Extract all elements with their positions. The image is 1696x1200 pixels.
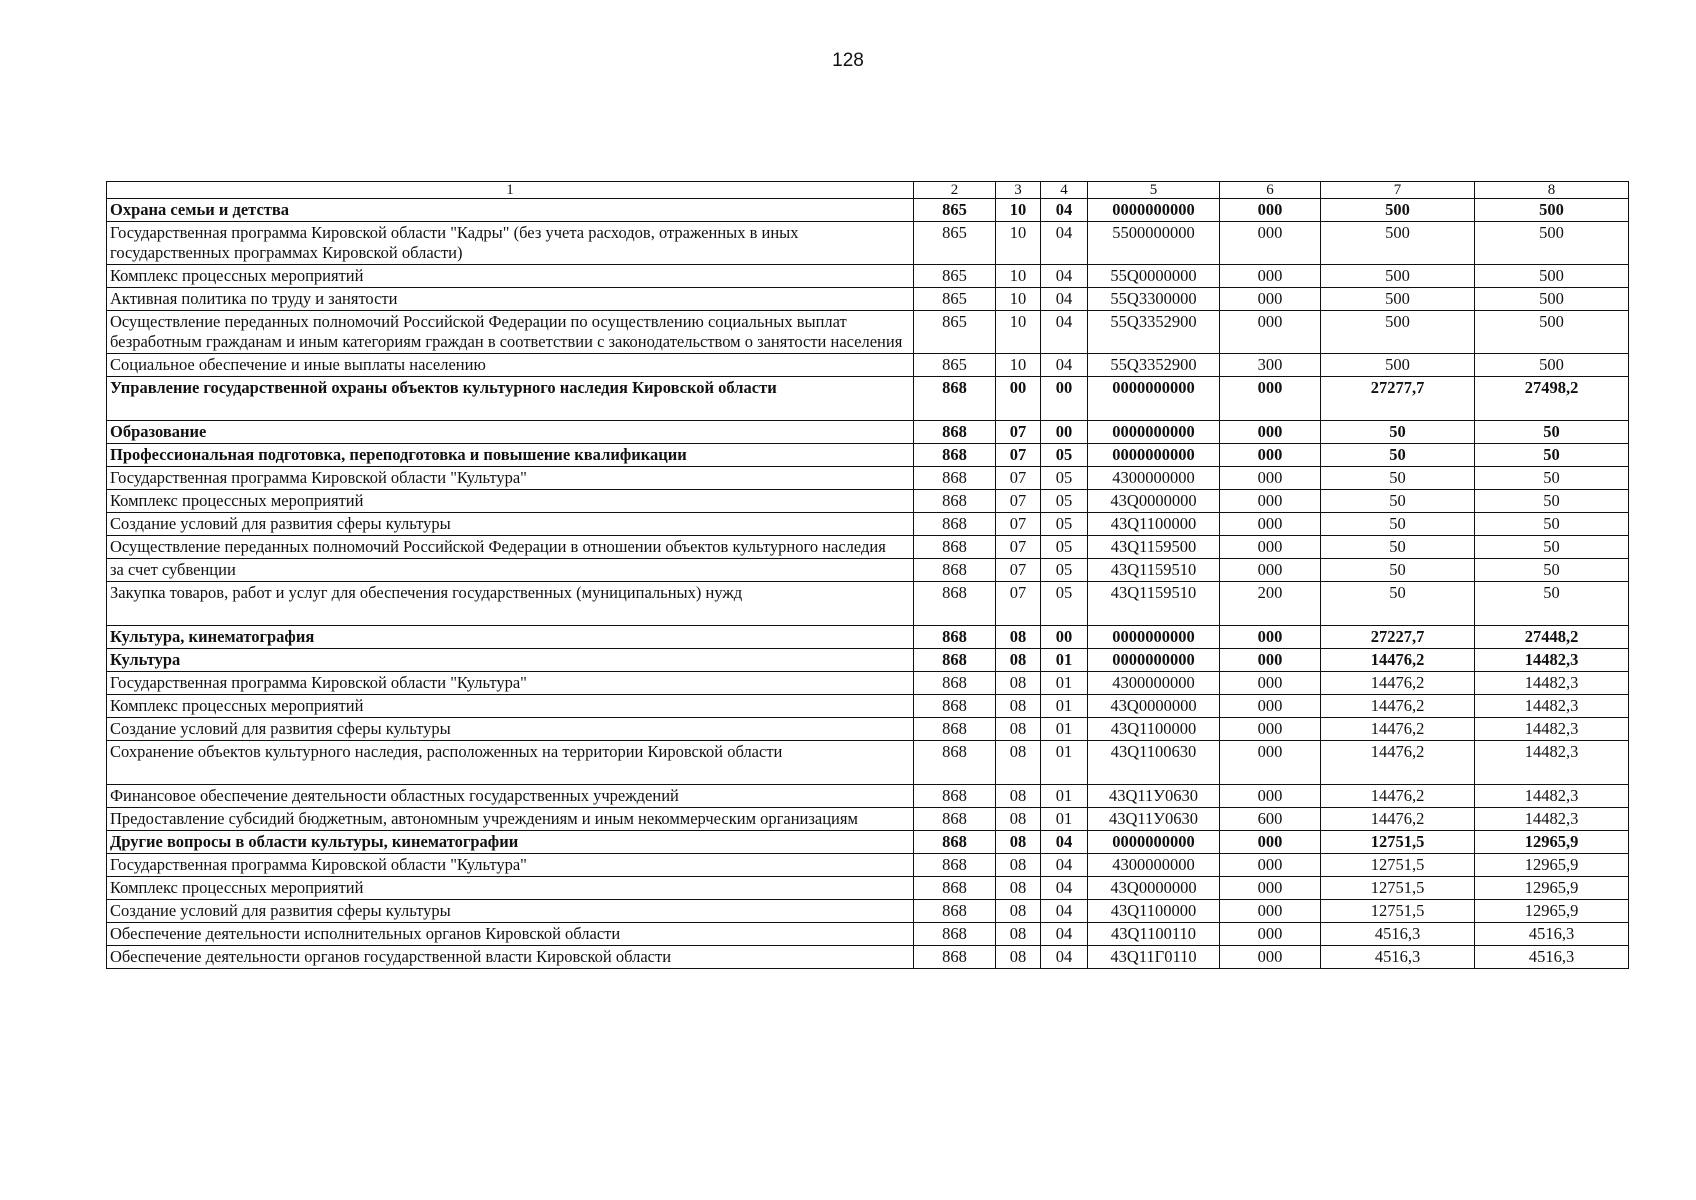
admin-code-cell: 865 xyxy=(914,288,996,311)
amount-year2-cell: 500 xyxy=(1475,265,1629,288)
section-cell: 08 xyxy=(996,718,1041,741)
expense-type-cell: 000 xyxy=(1220,222,1321,265)
subsection-cell: 01 xyxy=(1041,808,1088,831)
column-header: 7 xyxy=(1321,182,1475,199)
admin-code-cell: 865 xyxy=(914,199,996,222)
subsection-cell: 05 xyxy=(1041,467,1088,490)
subsection-cell: 01 xyxy=(1041,741,1088,785)
subsection-cell: 00 xyxy=(1041,421,1088,444)
target-item-cell: 43Q11У0630 xyxy=(1088,808,1220,831)
amount-year1-cell: 14476,2 xyxy=(1321,695,1475,718)
section-cell: 08 xyxy=(996,695,1041,718)
row-name-cell: Активная политика по труду и занятости xyxy=(107,288,914,311)
table-row xyxy=(107,559,1629,582)
section-cell: 10 xyxy=(996,354,1041,377)
subsection-cell: 05 xyxy=(1041,536,1088,559)
admin-code-cell: 868 xyxy=(914,808,996,831)
subsection-cell: 05 xyxy=(1041,444,1088,467)
budget-table xyxy=(106,181,1629,969)
amount-year1-cell: 500 xyxy=(1321,222,1475,265)
table-row xyxy=(107,288,1629,311)
table-row xyxy=(107,649,1629,672)
amount-year2-cell: 4516,3 xyxy=(1475,923,1629,946)
amount-year1-cell: 500 xyxy=(1321,199,1475,222)
section-cell: 07 xyxy=(996,490,1041,513)
target-item-cell: 4300000000 xyxy=(1088,467,1220,490)
table-row xyxy=(107,513,1629,536)
subsection-cell: 00 xyxy=(1041,377,1088,421)
amount-year2-cell: 27448,2 xyxy=(1475,626,1629,649)
amount-year2-cell: 500 xyxy=(1475,199,1629,222)
row-name-cell: Сохранение объектов культурного наследия, расположенных на территории Кировской области xyxy=(107,741,914,785)
table-row xyxy=(107,718,1629,741)
row-name-cell: Комплекс процессных мероприятий xyxy=(107,877,914,900)
expense-type-cell: 000 xyxy=(1220,741,1321,785)
amount-year1-cell: 14476,2 xyxy=(1321,741,1475,785)
subsection-cell: 05 xyxy=(1041,490,1088,513)
amount-year1-cell: 50 xyxy=(1321,444,1475,467)
subsection-cell: 01 xyxy=(1041,718,1088,741)
expense-type-cell: 000 xyxy=(1220,900,1321,923)
target-item-cell: 0000000000 xyxy=(1088,199,1220,222)
target-item-cell: 0000000000 xyxy=(1088,649,1220,672)
table-row xyxy=(107,785,1629,808)
table-row xyxy=(107,854,1629,877)
row-name-cell: Охрана семьи и детства xyxy=(107,199,914,222)
row-name-cell: Государственная программа Кировской области "Культура" xyxy=(107,467,914,490)
expense-type-cell: 000 xyxy=(1220,785,1321,808)
amount-year2-cell: 12965,9 xyxy=(1475,831,1629,854)
section-cell: 08 xyxy=(996,854,1041,877)
row-name-cell: Осуществление переданных полномочий Российской Федерации в отношении объектов культурного наследия xyxy=(107,536,914,559)
row-name-cell: Комплекс процессных мероприятий xyxy=(107,265,914,288)
expense-type-cell: 000 xyxy=(1220,831,1321,854)
amount-year1-cell: 500 xyxy=(1321,311,1475,354)
row-name-cell: Комплекс процессных мероприятий xyxy=(107,490,914,513)
subsection-cell: 01 xyxy=(1041,649,1088,672)
admin-code-cell: 868 xyxy=(914,718,996,741)
subsection-cell: 04 xyxy=(1041,222,1088,265)
expense-type-cell: 000 xyxy=(1220,265,1321,288)
section-cell: 00 xyxy=(996,377,1041,421)
row-name-cell: Государственная программа Кировской области "Культура" xyxy=(107,672,914,695)
expense-type-cell: 000 xyxy=(1220,199,1321,222)
expense-type-cell: 000 xyxy=(1220,649,1321,672)
subsection-cell: 01 xyxy=(1041,695,1088,718)
section-cell: 08 xyxy=(996,923,1041,946)
row-name-cell: Государственная программа Кировской области "Кадры" (без учета расходов, отраженных в иных государственных программах Кировской области) xyxy=(107,222,914,265)
table-row xyxy=(107,741,1629,785)
table-row xyxy=(107,467,1629,490)
table-row xyxy=(107,582,1629,626)
target-item-cell: 43Q1100000 xyxy=(1088,513,1220,536)
table-row xyxy=(107,377,1629,421)
row-name-cell: Культура xyxy=(107,649,914,672)
target-item-cell: 43Q0000000 xyxy=(1088,695,1220,718)
table-row xyxy=(107,877,1629,900)
amount-year1-cell: 50 xyxy=(1321,536,1475,559)
section-cell: 10 xyxy=(996,288,1041,311)
amount-year2-cell: 50 xyxy=(1475,513,1629,536)
table-row xyxy=(107,946,1629,969)
section-cell: 07 xyxy=(996,513,1041,536)
subsection-cell: 04 xyxy=(1041,854,1088,877)
subsection-cell: 01 xyxy=(1041,672,1088,695)
amount-year1-cell: 500 xyxy=(1321,265,1475,288)
amount-year2-cell: 14482,3 xyxy=(1475,649,1629,672)
subsection-cell: 04 xyxy=(1041,265,1088,288)
admin-code-cell: 865 xyxy=(914,265,996,288)
column-header: 8 xyxy=(1475,182,1629,199)
expense-type-cell: 000 xyxy=(1220,923,1321,946)
subsection-cell: 05 xyxy=(1041,582,1088,626)
section-cell: 08 xyxy=(996,900,1041,923)
section-cell: 07 xyxy=(996,421,1041,444)
admin-code-cell: 868 xyxy=(914,626,996,649)
section-cell: 08 xyxy=(996,946,1041,969)
admin-code-cell: 868 xyxy=(914,513,996,536)
expense-type-cell: 000 xyxy=(1220,695,1321,718)
row-name-cell: Культура, кинематография xyxy=(107,626,914,649)
amount-year2-cell: 50 xyxy=(1475,582,1629,626)
section-cell: 10 xyxy=(996,222,1041,265)
amount-year1-cell: 12751,5 xyxy=(1321,877,1475,900)
admin-code-cell: 868 xyxy=(914,536,996,559)
target-item-cell: 43Q1159500 xyxy=(1088,536,1220,559)
page-number: 128 xyxy=(832,50,864,71)
expense-type-cell: 000 xyxy=(1220,672,1321,695)
admin-code-cell: 868 xyxy=(914,900,996,923)
amount-year1-cell: 50 xyxy=(1321,467,1475,490)
row-name-cell: Создание условий для развития сферы культуры xyxy=(107,900,914,923)
expense-type-cell: 300 xyxy=(1220,354,1321,377)
amount-year2-cell: 500 xyxy=(1475,354,1629,377)
admin-code-cell: 868 xyxy=(914,444,996,467)
amount-year2-cell: 50 xyxy=(1475,467,1629,490)
section-cell: 10 xyxy=(996,311,1041,354)
column-header: 1 xyxy=(107,182,914,199)
table-row xyxy=(107,900,1629,923)
amount-year2-cell: 12965,9 xyxy=(1475,900,1629,923)
row-name-cell: Создание условий для развития сферы культуры xyxy=(107,718,914,741)
expense-type-cell: 600 xyxy=(1220,808,1321,831)
amount-year1-cell: 14476,2 xyxy=(1321,672,1475,695)
subsection-cell: 00 xyxy=(1041,626,1088,649)
amount-year1-cell: 50 xyxy=(1321,513,1475,536)
amount-year2-cell: 50 xyxy=(1475,421,1629,444)
expense-type-cell: 000 xyxy=(1220,490,1321,513)
row-name-cell: Образование xyxy=(107,421,914,444)
row-name-cell: Профессиональная подготовка, переподготовка и повышение квалификации xyxy=(107,444,914,467)
expense-type-cell: 000 xyxy=(1220,444,1321,467)
column-header: 6 xyxy=(1220,182,1321,199)
row-name-cell: Другие вопросы в области культуры, кинематографии xyxy=(107,831,914,854)
amount-year2-cell: 14482,3 xyxy=(1475,718,1629,741)
admin-code-cell: 868 xyxy=(914,695,996,718)
amount-year1-cell: 50 xyxy=(1321,582,1475,626)
admin-code-cell: 865 xyxy=(914,354,996,377)
subsection-cell: 05 xyxy=(1041,513,1088,536)
expense-type-cell: 000 xyxy=(1220,559,1321,582)
amount-year2-cell: 50 xyxy=(1475,444,1629,467)
admin-code-cell: 868 xyxy=(914,559,996,582)
admin-code-cell: 868 xyxy=(914,377,996,421)
expense-type-cell: 000 xyxy=(1220,854,1321,877)
expense-type-cell: 000 xyxy=(1220,946,1321,969)
expense-type-cell: 000 xyxy=(1220,513,1321,536)
section-cell: 08 xyxy=(996,626,1041,649)
column-header: 2 xyxy=(914,182,996,199)
target-item-cell: 0000000000 xyxy=(1088,831,1220,854)
table-row xyxy=(107,695,1629,718)
amount-year2-cell: 12965,9 xyxy=(1475,854,1629,877)
column-number-header-row xyxy=(107,182,1629,199)
table-row xyxy=(107,536,1629,559)
amount-year2-cell: 14482,3 xyxy=(1475,741,1629,785)
table-row xyxy=(107,490,1629,513)
expense-type-cell: 000 xyxy=(1220,288,1321,311)
admin-code-cell: 868 xyxy=(914,741,996,785)
admin-code-cell: 865 xyxy=(914,311,996,354)
amount-year1-cell: 500 xyxy=(1321,354,1475,377)
target-item-cell: 4300000000 xyxy=(1088,854,1220,877)
target-item-cell: 43Q11У0630 xyxy=(1088,785,1220,808)
target-item-cell: 4300000000 xyxy=(1088,672,1220,695)
row-name-cell: Социальное обеспечение и иные выплаты населению xyxy=(107,354,914,377)
table-row xyxy=(107,222,1629,265)
section-cell: 08 xyxy=(996,808,1041,831)
table-row xyxy=(107,923,1629,946)
table-row xyxy=(107,265,1629,288)
row-name-cell: Обеспечение деятельности органов государственной власти Кировской области xyxy=(107,946,914,969)
target-item-cell: 43Q11Г0110 xyxy=(1088,946,1220,969)
table-row xyxy=(107,444,1629,467)
admin-code-cell: 868 xyxy=(914,582,996,626)
expense-type-cell: 000 xyxy=(1220,626,1321,649)
section-cell: 07 xyxy=(996,536,1041,559)
target-item-cell: 0000000000 xyxy=(1088,444,1220,467)
section-cell: 07 xyxy=(996,444,1041,467)
amount-year1-cell: 50 xyxy=(1321,421,1475,444)
amount-year1-cell: 27227,7 xyxy=(1321,626,1475,649)
target-item-cell: 5500000000 xyxy=(1088,222,1220,265)
table-row xyxy=(107,831,1629,854)
subsection-cell: 04 xyxy=(1041,946,1088,969)
target-item-cell: 43Q1100000 xyxy=(1088,900,1220,923)
subsection-cell: 05 xyxy=(1041,559,1088,582)
amount-year2-cell: 500 xyxy=(1475,311,1629,354)
subsection-cell: 04 xyxy=(1041,354,1088,377)
row-name-cell: за счет субвенции xyxy=(107,559,914,582)
admin-code-cell: 868 xyxy=(914,946,996,969)
admin-code-cell: 868 xyxy=(914,831,996,854)
admin-code-cell: 868 xyxy=(914,877,996,900)
row-name-cell: Обеспечение деятельности исполнительных органов Кировской области xyxy=(107,923,914,946)
subsection-cell: 04 xyxy=(1041,900,1088,923)
amount-year2-cell: 12965,9 xyxy=(1475,877,1629,900)
section-cell: 10 xyxy=(996,199,1041,222)
subsection-cell: 04 xyxy=(1041,831,1088,854)
column-header: 3 xyxy=(996,182,1041,199)
amount-year2-cell: 14482,3 xyxy=(1475,785,1629,808)
section-cell: 08 xyxy=(996,741,1041,785)
table-row xyxy=(107,626,1629,649)
admin-code-cell: 868 xyxy=(914,923,996,946)
table-body xyxy=(107,182,1629,969)
amount-year2-cell: 500 xyxy=(1475,288,1629,311)
amount-year1-cell: 12751,5 xyxy=(1321,900,1475,923)
admin-code-cell: 868 xyxy=(914,649,996,672)
section-cell: 07 xyxy=(996,559,1041,582)
amount-year1-cell: 50 xyxy=(1321,559,1475,582)
admin-code-cell: 868 xyxy=(914,785,996,808)
target-item-cell: 0000000000 xyxy=(1088,626,1220,649)
row-name-cell: Государственная программа Кировской области "Культура" xyxy=(107,854,914,877)
amount-year1-cell: 12751,5 xyxy=(1321,831,1475,854)
row-name-cell: Создание условий для развития сферы культуры xyxy=(107,513,914,536)
amount-year2-cell: 14482,3 xyxy=(1475,695,1629,718)
expense-type-cell: 000 xyxy=(1220,467,1321,490)
row-name-cell: Управление государственной охраны объектов культурного наследия Кировской области xyxy=(107,377,914,421)
table-row xyxy=(107,672,1629,695)
subsection-cell: 04 xyxy=(1041,877,1088,900)
target-item-cell: 55Q3352900 xyxy=(1088,354,1220,377)
amount-year2-cell: 14482,3 xyxy=(1475,808,1629,831)
column-header: 5 xyxy=(1088,182,1220,199)
amount-year2-cell: 50 xyxy=(1475,536,1629,559)
amount-year2-cell: 500 xyxy=(1475,222,1629,265)
target-item-cell: 0000000000 xyxy=(1088,421,1220,444)
section-cell: 08 xyxy=(996,649,1041,672)
amount-year1-cell: 14476,2 xyxy=(1321,649,1475,672)
row-name-cell: Комплекс процессных мероприятий xyxy=(107,695,914,718)
column-header: 4 xyxy=(1041,182,1088,199)
amount-year2-cell: 27498,2 xyxy=(1475,377,1629,421)
amount-year2-cell: 50 xyxy=(1475,559,1629,582)
expense-type-cell: 000 xyxy=(1220,536,1321,559)
section-cell: 10 xyxy=(996,265,1041,288)
subsection-cell: 01 xyxy=(1041,785,1088,808)
amount-year2-cell: 50 xyxy=(1475,490,1629,513)
row-name-cell: Закупка товаров, работ и услуг для обеспечения государственных (муниципальных) нужд xyxy=(107,582,914,626)
subsection-cell: 04 xyxy=(1041,311,1088,354)
expense-type-cell: 000 xyxy=(1220,311,1321,354)
target-item-cell: 55Q3352900 xyxy=(1088,311,1220,354)
target-item-cell: 55Q3300000 xyxy=(1088,288,1220,311)
table-row xyxy=(107,199,1629,222)
admin-code-cell: 868 xyxy=(914,421,996,444)
target-item-cell: 43Q1159510 xyxy=(1088,582,1220,626)
subsection-cell: 04 xyxy=(1041,923,1088,946)
admin-code-cell: 868 xyxy=(914,672,996,695)
amount-year1-cell: 4516,3 xyxy=(1321,923,1475,946)
expense-type-cell: 000 xyxy=(1220,377,1321,421)
amount-year1-cell: 12751,5 xyxy=(1321,854,1475,877)
amount-year2-cell: 4516,3 xyxy=(1475,946,1629,969)
amount-year2-cell: 14482,3 xyxy=(1475,672,1629,695)
expense-type-cell: 000 xyxy=(1220,421,1321,444)
expense-type-cell: 200 xyxy=(1220,582,1321,626)
section-cell: 08 xyxy=(996,785,1041,808)
section-cell: 08 xyxy=(996,831,1041,854)
section-cell: 07 xyxy=(996,582,1041,626)
target-item-cell: 43Q1159510 xyxy=(1088,559,1220,582)
target-item-cell: 55Q0000000 xyxy=(1088,265,1220,288)
amount-year1-cell: 14476,2 xyxy=(1321,785,1475,808)
amount-year1-cell: 27277,7 xyxy=(1321,377,1475,421)
expense-type-cell: 000 xyxy=(1220,877,1321,900)
admin-code-cell: 868 xyxy=(914,490,996,513)
row-name-cell: Осуществление переданных полномочий Российской Федерации по осуществлению социальных выплат безработным гражданам и иным категориям граждан в соответствии с законодательством о занятости населения xyxy=(107,311,914,354)
target-item-cell: 43Q0000000 xyxy=(1088,877,1220,900)
target-item-cell: 43Q1100630 xyxy=(1088,741,1220,785)
admin-code-cell: 865 xyxy=(914,222,996,265)
subsection-cell: 04 xyxy=(1041,288,1088,311)
table-row xyxy=(107,311,1629,354)
target-item-cell: 0000000000 xyxy=(1088,377,1220,421)
amount-year1-cell: 14476,2 xyxy=(1321,718,1475,741)
amount-year1-cell: 14476,2 xyxy=(1321,808,1475,831)
target-item-cell: 43Q1100000 xyxy=(1088,718,1220,741)
amount-year1-cell: 50 xyxy=(1321,490,1475,513)
target-item-cell: 43Q0000000 xyxy=(1088,490,1220,513)
row-name-cell: Финансовое обеспечение деятельности областных государственных учреждений xyxy=(107,785,914,808)
table-row xyxy=(107,808,1629,831)
amount-year1-cell: 500 xyxy=(1321,288,1475,311)
target-item-cell: 43Q1100110 xyxy=(1088,923,1220,946)
expense-type-cell: 000 xyxy=(1220,718,1321,741)
row-name-cell: Предоставление субсидий бюджетным, автономным учреждениям и иным некоммерческим организациям xyxy=(107,808,914,831)
section-cell: 08 xyxy=(996,877,1041,900)
admin-code-cell: 868 xyxy=(914,854,996,877)
admin-code-cell: 868 xyxy=(914,467,996,490)
section-cell: 07 xyxy=(996,467,1041,490)
subsection-cell: 04 xyxy=(1041,199,1088,222)
table-row xyxy=(107,421,1629,444)
amount-year1-cell: 4516,3 xyxy=(1321,946,1475,969)
table-row xyxy=(107,354,1629,377)
section-cell: 08 xyxy=(996,672,1041,695)
